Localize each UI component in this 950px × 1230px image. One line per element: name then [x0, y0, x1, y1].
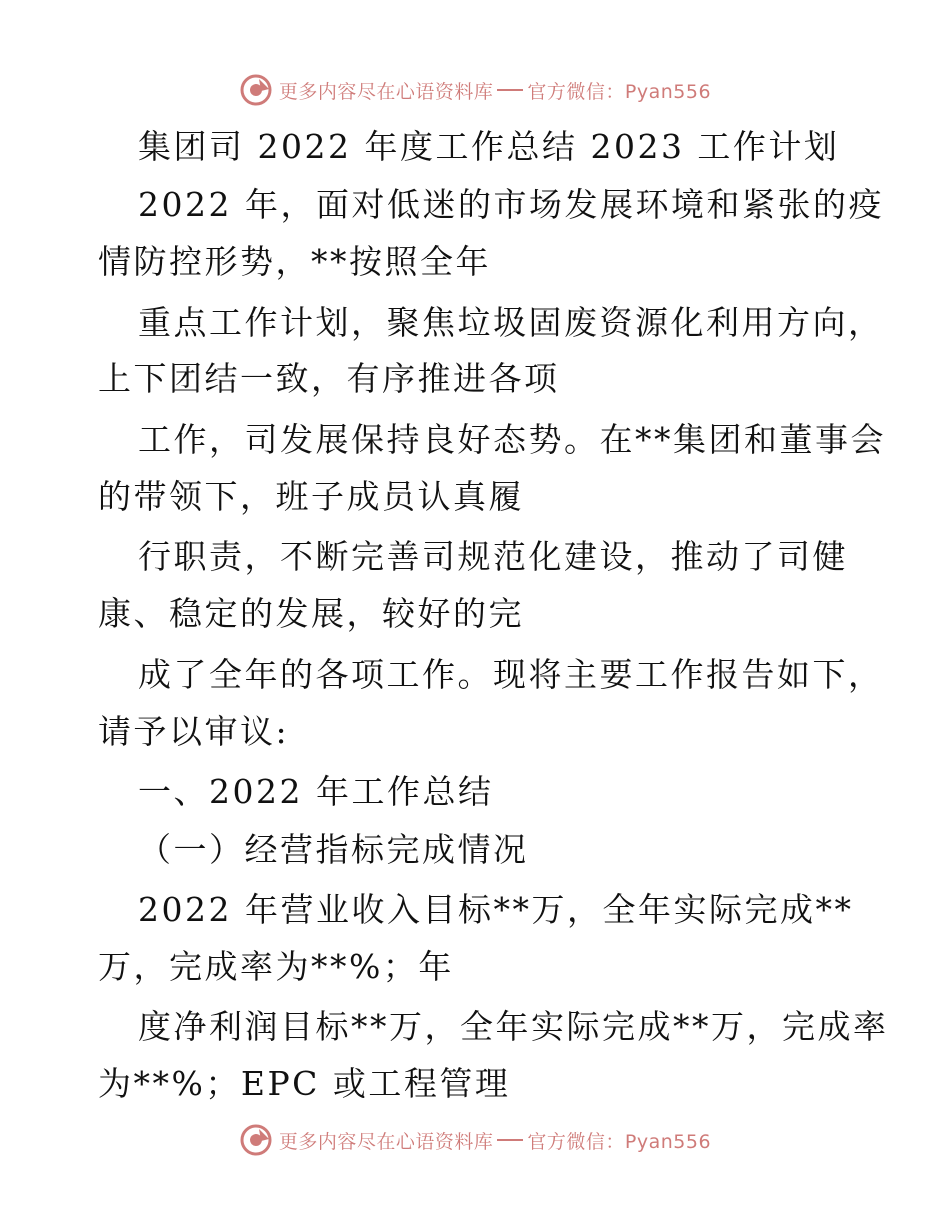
paragraph-line: 康、稳定的发展，较好的完: [98, 594, 524, 633]
paragraph-line: 度净利润目标**万，全年实际完成**万，完成率: [138, 1007, 889, 1046]
paragraph-line: 成了全年的各项工作。现将主要工作报告如下，: [138, 655, 884, 694]
paragraph-line: 行职责，不断完善司规范化建设，推动了司健: [138, 537, 848, 576]
paragraph-line: 2022 年营业收入目标**万，全年实际完成**: [138, 890, 854, 929]
watermark-header: [0, 70, 950, 110]
section-heading: 一、2022 年工作总结: [138, 772, 494, 811]
watermark-wechat: 官方微信：Pyan556: [527, 80, 712, 103]
paragraph-line: 工作，司发展保持良好态势。在**集团和董事会: [138, 420, 886, 459]
paragraph-line: 万，完成率为**%；年: [98, 947, 454, 986]
watermark-dash: [497, 89, 523, 91]
paragraph-line: 上下团结一致，有序推进各项: [98, 359, 560, 398]
brand-logo-icon: [239, 73, 273, 107]
paragraph-line: 重点工作计划，聚焦垃圾固废资源化利用方向，: [138, 303, 884, 342]
paragraph-line: 为**%；EPC 或工程管理: [98, 1064, 511, 1103]
watermark-footer: [0, 1120, 950, 1160]
watermark-wechat: 官方微信：Pyan556: [527, 1130, 712, 1153]
brand-logo-icon: [239, 1123, 273, 1157]
paragraph-line: 的带领下，班子成员认真履: [98, 477, 524, 516]
paragraph-line: 请予以审议:: [98, 712, 290, 751]
paragraph-line: 情防控形势，**按照全年: [98, 242, 491, 281]
doc-title: 集团司 2022 年度工作总结 2023 工作计划: [138, 127, 840, 166]
watermark-dash: [497, 1139, 523, 1141]
subsection-heading: （一）经营指标完成情况: [138, 830, 529, 869]
paragraph-line: 2022 年，面对低迷的市场发展环境和紧张的疫: [138, 185, 884, 224]
watermark-text: 更多内容尽在心语资料库: [278, 1130, 494, 1153]
watermark-text: 更多内容尽在心语资料库: [278, 80, 494, 103]
